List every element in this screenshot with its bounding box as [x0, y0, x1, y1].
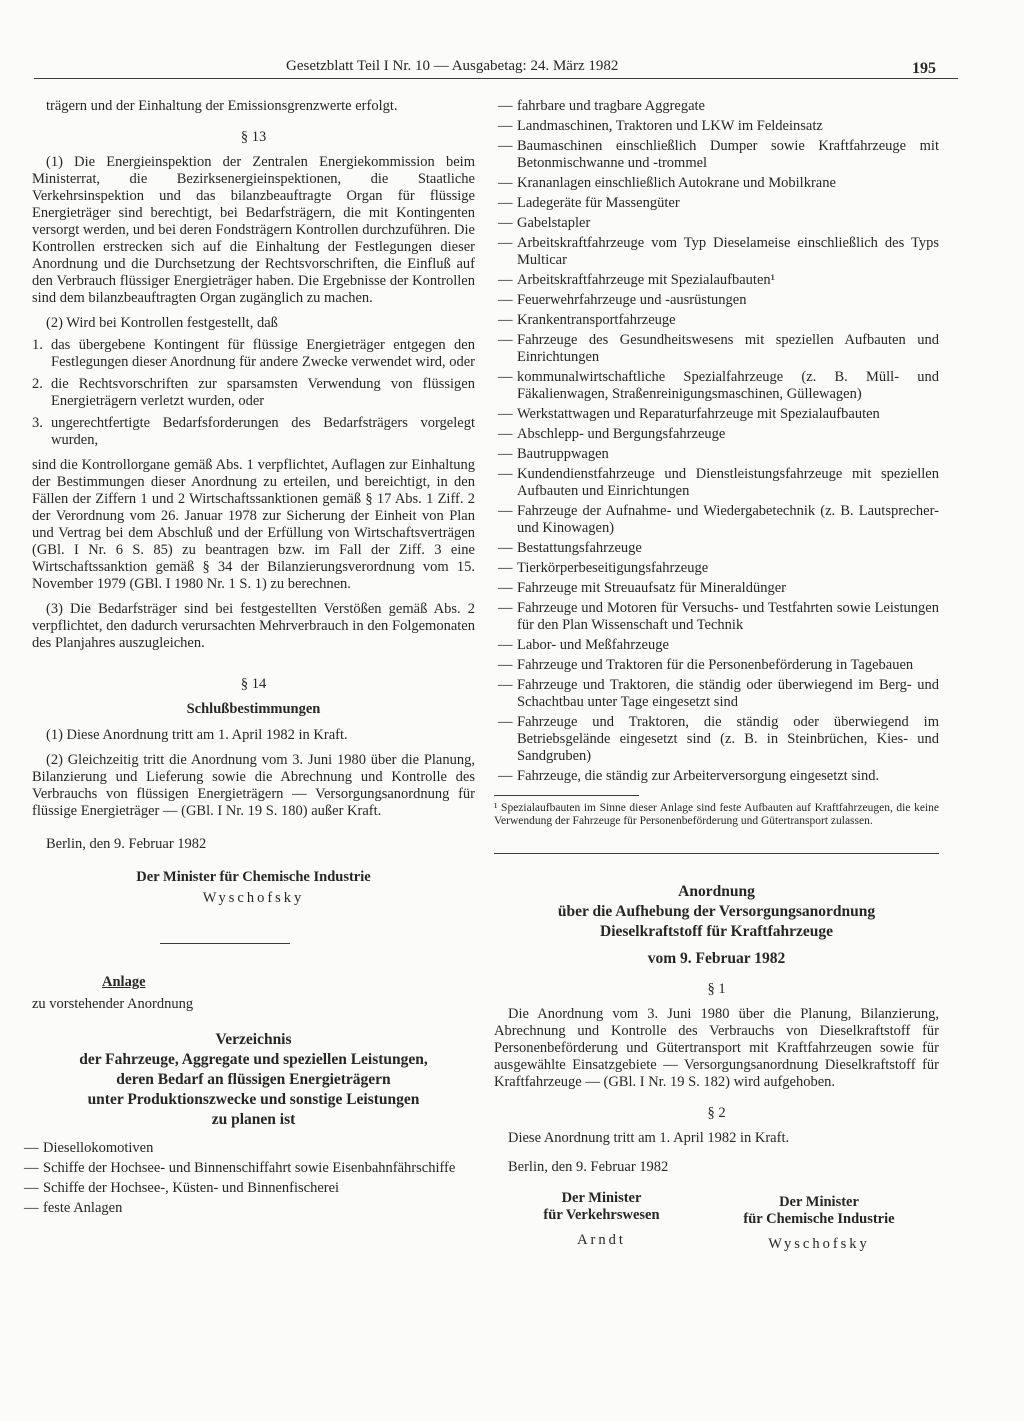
- list-item: — fahrbare und tragbare Aggregate: [498, 98, 705, 114]
- list-item-text: Fahrzeuge und Motoren für Versuchs- und Testfahrten sowie Leistungen für den Plan Wissenschaft und Technik: [517, 600, 939, 633]
- item-number: 1.: [32, 337, 43, 353]
- signatures: [494, 1190, 939, 1260]
- anordnung-title: [494, 882, 939, 969]
- title-line: vom 9. Februar 1982: [647, 950, 786, 967]
- signature-title-line: für Chemische Industrie: [743, 1211, 895, 1227]
- list-item: — Arbeitskraftfahrzeuge mit Spezialaufbauten¹: [498, 272, 775, 288]
- list-item: — Arbeitskraftfahrzeuge vom Typ Dieselameise einschließlich des Typs Multicar: [498, 235, 939, 268]
- left-dash-list: [20, 1140, 475, 1217]
- list-item-text: Abschlepp- und Bergungsfahrzeuge: [517, 426, 726, 442]
- list-item-text: Feuerwehrfahrzeuge und -ausrüstungen: [517, 292, 747, 308]
- list-item: — Fahrzeuge des Gesundheitswesens mit speziellen Aufbauten und Einrichtungen: [498, 332, 939, 365]
- list-item-text: Tierkörperbeseitigungsfahrzeuge: [517, 560, 709, 576]
- title-line: über die Aufhebung der Versorgungsanordnung: [557, 903, 876, 920]
- minister-name: Wyschofsky: [202, 890, 305, 906]
- place-date: Berlin, den 9. Februar 1982: [46, 836, 207, 852]
- list-item: — Bautruppwagen: [498, 446, 609, 462]
- left-column: [24, 98, 475, 1220]
- list-item-text: Krananlagen einschließlich Autokrane und Mobilkrane: [517, 175, 836, 191]
- list-item-text: Labor- und Meßfahrzeuge: [517, 637, 669, 653]
- signature-verkehrswesen: [514, 1190, 689, 1249]
- section-14-heading: § 14: [240, 676, 267, 692]
- list-item-text: Schiffe der Hochsee- und Binnenschiffahrt sowie Eisenbahnfährschiffe: [43, 1160, 456, 1176]
- list-item: — Gabelstapler: [498, 215, 591, 231]
- title-line: deren Bedarf an flüssigen Energieträgern: [116, 1071, 391, 1088]
- list-item: — Schiffe der Hochsee- und Binnenschiffahrt sowie Eisenbahnfährschiffe: [24, 1160, 456, 1176]
- list-item-text: Ladegeräte für Massengüter: [517, 195, 680, 211]
- section-13-paragraph-3: (3) Die Bedarfsträger sind bei festgestellten Verstößen gemäß Abs. 2 verpflichtet, den dadurch verursachten Mehrverbrauch in den Folgemonaten des Planjahres auszugleichen.: [32, 601, 475, 651]
- list-item-text: Kundendienstfahrzeuge und Dienstleistungsfahrzeuge mit speziellen Aufbauten und Einrichtungen: [517, 466, 939, 499]
- list-item: — Bestattungsfahrzeuge: [498, 540, 642, 556]
- numbered-item: [32, 376, 475, 410]
- list-item-text: Werkstattwagen und Reparaturfahrzeuge mit Spezialaufbauten: [517, 406, 880, 422]
- list-item: — Schiffe der Hochsee-, Küsten- und Binnenfischerei: [24, 1180, 340, 1196]
- signature-chemische-industrie: [719, 1194, 919, 1253]
- right-column: [494, 98, 939, 1260]
- title-line: Verzeichnis: [215, 1031, 292, 1048]
- list-item: — Fahrzeuge mit Streuaufsatz für Mineraldünger: [498, 580, 786, 596]
- list-item: — Fahrzeuge und Motoren für Versuchs- und Testfahrten sowie Leistungen für den Plan Wissenschaft und Technik: [498, 600, 939, 633]
- list-item: — Ladegeräte für Massengüter: [498, 195, 680, 211]
- section-14-paragraph-2: (2) Gleichzeitig tritt die Anordnung vom 3. Juni 1980 über die Planung, Bilanzierung und Lieferung sowie die Abrechnung und Kontrolle des Verbrauchs von flüssigen Energieträgern — Versorgungsanordnung für flüssige Energieträger — (GBl. I Nr. 19 S. 180) außer Kraft.: [32, 752, 475, 819]
- signature-title-line: für Verkehrswesen: [543, 1207, 660, 1223]
- list-item-text: Gabelstapler: [517, 215, 591, 231]
- list-item-text: Bestattungsfahrzeuge: [517, 540, 642, 556]
- title-line: Dieselkraftstoff für Kraftfahrzeuge: [600, 923, 833, 940]
- minister-title: Der Minister für Chemische Industrie: [136, 869, 371, 885]
- title-line: unter Produktionszwecke und sonstige Leistungen: [87, 1091, 420, 1108]
- list-item-text: Fahrzeuge des Gesundheitswesens mit speziellen Aufbauten und Einrichtungen: [517, 332, 939, 365]
- section-1-text: Die Anordnung vom 3. Juni 1980 über die Planung, Bilanzierung, Abrechnung und Kontrolle des Verbrauchs von Dieselkraftstoff für Personenbeförderung und Gütertransport mit Kraftfahrzeugen sowie für ausgewählte Einsatzgebiete — Versorgungsanordnung Dieselkraftstoff für Kraftfahrzeuge — (GBl. I Nr. 19 S. 182) wird aufgehoben.: [494, 1006, 939, 1090]
- list-item: — Werkstattwagen und Reparaturfahrzeuge mit Spezialaufbauten: [498, 406, 880, 422]
- page-header: [0, 56, 1024, 80]
- list-item-text: Fahrzeuge und Traktoren, die ständig oder überwiegend im Berg- und Schachtbau unter Tage eingesetzt sind: [517, 677, 939, 710]
- list-item: — Landmaschinen, Traktoren und LKW im Feldeinsatz: [498, 118, 823, 134]
- section-13-heading: § 13: [240, 129, 267, 145]
- divider: [160, 943, 290, 944]
- signature-title-line: Der Minister: [779, 1194, 859, 1210]
- list-item: — Fahrzeuge und Traktoren, die ständig oder überwiegend im Berg- und Schachtbau unter Tage eingesetzt sind: [498, 677, 939, 710]
- section-2-text: Diese Anordnung tritt am 1. April 1982 in Kraft.: [508, 1130, 790, 1146]
- right-dash-list: [494, 98, 939, 785]
- section-14-paragraph-1: (1) Diese Anordnung tritt am 1. April 1982 in Kraft.: [46, 727, 348, 743]
- list-item: — Abschlepp- und Bergungsfahrzeuge: [498, 426, 726, 442]
- list-item: — Kundendienstfahrzeuge und Dienstleistungsfahrzeuge mit speziellen Aufbauten und Einrichtungen: [498, 466, 939, 499]
- section-13-paragraph-1: (1) Die Energieinspektion der Zentralen Energiekommission beim Ministerrat, die Bezirksenergieinspektionen, die Staatliche Verkehrsinspektion und das bilanzbeauftragte Organ für flüssige Energieträger sind berechtigt, bei Bedarfsträgern, die mit Kontingenten versorgt werden, und bei deren Fondsträgern Kontrollen durchzuführen. Die Kontrollen erstrecken sich auf die Einhaltung der Festlegungen dieser Anordnung und die Durchsetzung der Rechtsvorschriften, die Einfluß auf den Verbrauch flüssiger Energieträger haben. Die Ergebnisse der Kontrollen sind dem bilanzbeauftragten Organ zugänglich zu machen.: [32, 154, 475, 306]
- list-item: — Fahrzeuge, die ständig zur Arbeiterversorgung eingesetzt sind.: [498, 768, 880, 784]
- anlage-heading: Anlage: [102, 974, 146, 990]
- signature-title-line: Der Minister: [561, 1190, 642, 1206]
- list-item: — Tierkörperbeseitigungsfahrzeuge: [498, 560, 709, 576]
- section-13-paragraph-2-continuation: sind die Kontrollorgane gemäß Abs. 1 verpflichtet, Auflagen zur Einhaltung der Bestimmungen dieser Anordnung zu erteilen, und bereichtigt, in den Fällen der Ziffern 1 und 2 Wirtschaftssanktionen gemäß § 17 Abs. 1 Ziff. 2 der Verordnung vom 26. Januar 1978 zur Sicherung der Einheit von Plan und Vertrag bei dem Abschluß und der Erfüllung von Wirtschaftsverträgen (GBl. I Nr. 6 S. 85) zu beantragen bzw. im Fall der Ziff. 3 eine Wirtschaftssanktion gemäß § 34 der Bilanzierungsverordnung vom 15. November 1979 (GBl. I 1980 Nr. 1 S. 1) zu berechnen.: [32, 457, 475, 592]
- item-text: das übergebene Kontingent für flüssige Energieträger entgegen den Festlegungen dieser Anordnung für andere Zwecke verwendet wird, oder: [51, 337, 475, 370]
- verzeichnis-title: [32, 1030, 475, 1130]
- list-item-text: Landmaschinen, Traktoren und LKW im Feldeinsatz: [517, 118, 823, 134]
- title-line: zu planen ist: [211, 1111, 296, 1128]
- section-2-heading: § 2: [707, 1105, 726, 1121]
- list-item-text: feste Anlagen: [43, 1200, 123, 1216]
- place-date: Berlin, den 9. Februar 1982: [508, 1159, 669, 1175]
- item-number: 2.: [32, 376, 43, 392]
- list-item-text: Fahrzeuge, die ständig zur Arbeiterversorgung eingesetzt sind.: [517, 768, 880, 784]
- header-title: Gesetzblatt Teil I Nr. 10 — Ausgabetag: 24. März 1982: [286, 58, 619, 74]
- list-item-text: Baumaschinen einschließlich Dumper sowie Kraftfahrzeuge mit Betonmischwanne und -trommel: [517, 138, 939, 171]
- signature-name: Wyschofsky: [768, 1236, 870, 1252]
- list-item-text: Fahrzeuge der Aufnahme- und Wiedergabetechnik (z. B. Lautsprecher- und Kinowagen): [517, 503, 939, 536]
- list-item-text: Fahrzeuge und Traktoren, die ständig oder überwiegend im Betriebsgelände eingesetzt sind (z. B. in Steinbrüchen, Kies- und Sandgruben): [517, 714, 939, 764]
- item-text: ungerechtfertigte Bedarfsforderungen des Bedarfsträgers vorgelegt wurden,: [51, 415, 475, 448]
- list-item-text: Schiffe der Hochsee-, Küsten- und Binnenfischerei: [43, 1180, 340, 1196]
- list-item: — Diesellokomotiven: [24, 1140, 154, 1156]
- section-13-paragraph-2: (2) Wird bei Kontrollen festgestellt, daß: [46, 315, 278, 331]
- list-item: — feste Anlagen: [24, 1200, 123, 1216]
- anlage-subtitle: zu vorstehender Anordnung: [32, 996, 194, 1012]
- list-item-text: Arbeitskraftfahrzeuge mit Spezialaufbauten¹: [517, 272, 775, 288]
- list-item-text: Fahrzeuge mit Streuaufsatz für Mineraldünger: [517, 580, 786, 596]
- footnote: ¹ Spezialaufbauten im Sinne dieser Anlage sind feste Aufbauten auf Kraftfahrzeugen, die keine Verwendung der Fahrzeuge für Personenbeförderung und Gütertransport zulassen.: [494, 802, 939, 827]
- footnote-rule: [494, 795, 639, 796]
- header-rule: [34, 78, 958, 79]
- list-item-text: Fahrzeuge und Traktoren für die Personenbeförderung in Tagebauen: [517, 657, 914, 673]
- list-item-text: fahrbare und tragbare Aggregate: [517, 98, 705, 114]
- list-item-text: Bautruppwagen: [517, 446, 609, 462]
- list-item: — Feuerwehrfahrzeuge und -ausrüstungen: [498, 292, 747, 308]
- signature-name: Arndt: [577, 1232, 626, 1248]
- list-item-text: kommunalwirtschaftliche Spezialfahrzeuge (z. B. Müll- und Fäkalienwagen, Straßenreinigungsmaschinen, Güllewagen): [517, 369, 939, 402]
- section-1-heading: § 1: [707, 981, 726, 997]
- list-item: — Fahrzeuge und Traktoren, die ständig oder überwiegend im Betriebsgelände eingesetzt sind (z. B. in Steinbrüchen, Kies- und Sandgruben): [498, 714, 939, 764]
- title-line: der Fahrzeuge, Aggregate und speziellen Leistungen,: [79, 1051, 428, 1068]
- section-14-title: Schlußbestimmungen: [186, 701, 321, 717]
- numbered-item: [32, 415, 475, 449]
- list-item-text: Krankentransportfahrzeuge: [517, 312, 676, 328]
- list-item: — Fahrzeuge der Aufnahme- und Wiedergabetechnik (z. B. Lautsprecher- und Kinowagen): [498, 503, 939, 536]
- list-item: — kommunalwirtschaftliche Spezialfahrzeuge (z. B. Müll- und Fäkalienwagen, Straßenreinigungsmaschinen, Güllewagen): [498, 369, 939, 402]
- list-item-text: Diesellokomotiven: [43, 1140, 154, 1156]
- numbered-item: [32, 337, 475, 371]
- title-line: Anordnung: [678, 883, 755, 900]
- item-text: die Rechtsvorschriften zur sparsamsten Verwendung von flüssigen Energieträgern verletzt wurden, oder: [51, 376, 475, 409]
- intro-paragraph: trägern und der Einhaltung der Emissionsgrenzwerte erfolgt.: [46, 98, 398, 114]
- list-item: — Krankentransportfahrzeuge: [498, 312, 676, 328]
- list-item: — Fahrzeuge und Traktoren für die Personenbeförderung in Tagebauen: [498, 657, 914, 673]
- list-item-text: Arbeitskraftfahrzeuge vom Typ Dieselameise einschließlich des Typs Multicar: [517, 235, 939, 268]
- list-item: — Labor- und Meßfahrzeuge: [498, 637, 669, 653]
- list-item: — Baumaschinen einschließlich Dumper sowie Kraftfahrzeuge mit Betonmischwanne und -trommel: [498, 138, 939, 171]
- item-number: 3.: [32, 415, 43, 431]
- list-item: — Krananlagen einschließlich Autokrane und Mobilkrane: [498, 175, 836, 191]
- page-number: 195: [912, 60, 936, 77]
- divider: [494, 853, 939, 854]
